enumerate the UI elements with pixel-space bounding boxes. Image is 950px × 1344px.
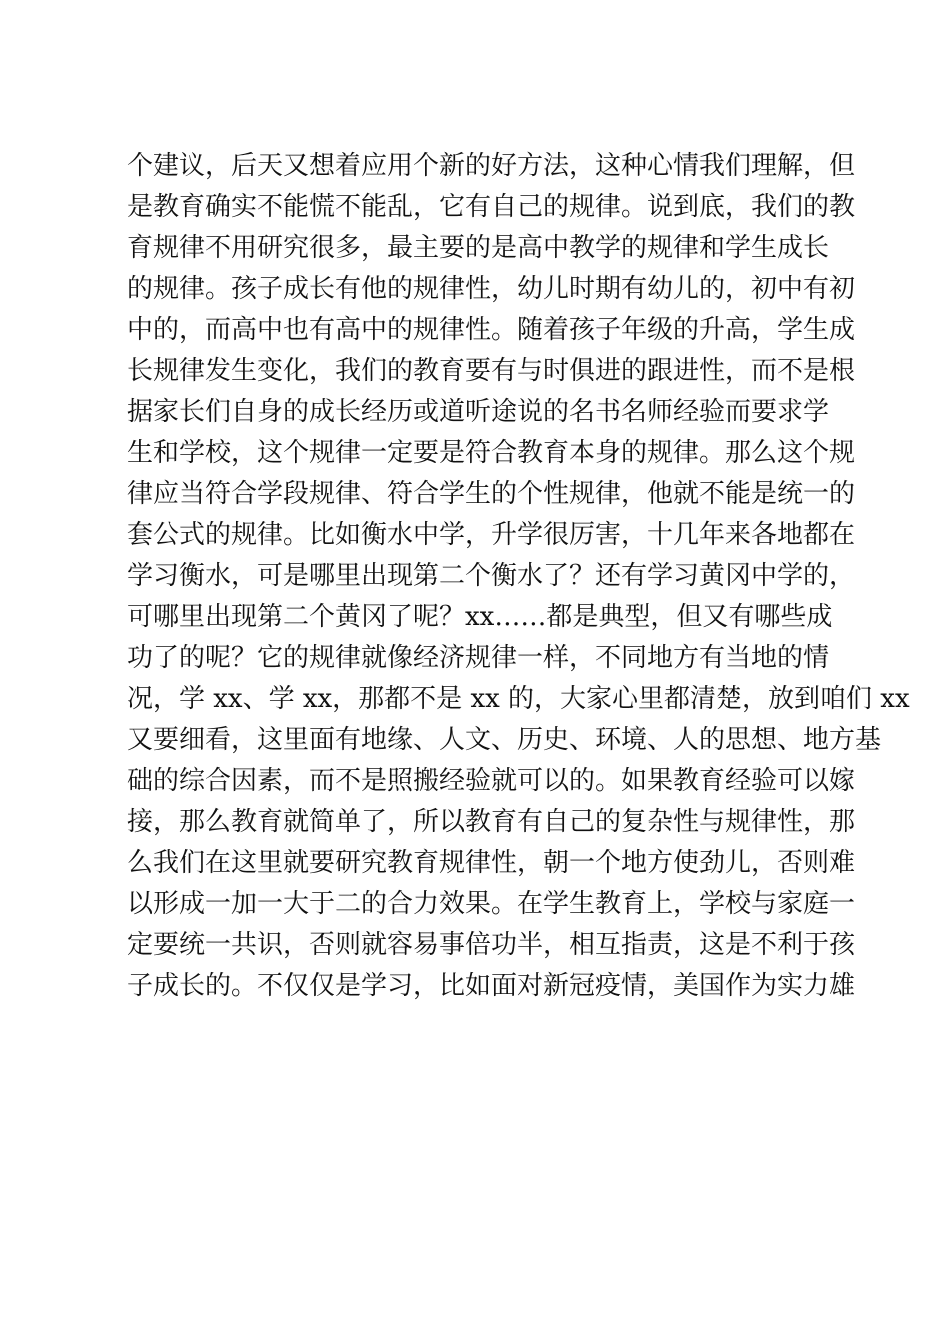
text-line-18: 么我们在这里就要研究教育规律性，朝一个地方使劲儿，否则难 (127, 848, 856, 878)
text-line-19: 以形成一加一大于二的合力效果。在学生教育上，学校与家庭一 (127, 889, 856, 919)
text-line-3: 育规律不用研究很多，最主要的是高中教学的规律和学生成长 (127, 233, 830, 263)
text-line-14: 况，学 xx、学 xx，那都不是 xx 的，大家心里都清楚，放到咱们 xx (127, 684, 910, 714)
text-line-1: 个建议，后天又想着应用个新的好方法，这种心情我们理解，但 (127, 151, 856, 181)
text-line-12: 可哪里出现第二个黄冈了呢？xx……都是典型，但又有哪些成 (127, 602, 833, 632)
text-line-17: 接，那么教育就简单了，所以教育有自己的复杂性与规律性，那 (127, 807, 856, 837)
text-line-2: 是教育确实不能慌不能乱，它有自己的规律。说到底，我们的教 (127, 192, 856, 222)
text-line-9: 律应当符合学段规律、符合学生的个性规律，他就不能是统一的 (127, 479, 856, 509)
text-line-13: 功了的呢？它的规律就像经济规律一样，不同地方有当地的情 (127, 643, 830, 673)
text-line-21: 子成长的。不仅仅是学习，比如面对新冠疫情，美国作为实力雄 (127, 971, 856, 1001)
text-line-5: 中的，而高中也有高中的规律性。随着孩子年级的升高，学生成 (127, 315, 856, 345)
text-line-10: 套公式的规律。比如衡水中学，升学很厉害，十几年来各地都在 (127, 520, 856, 550)
text-line-11: 学习衡水，可是哪里出现第二个衡水了？还有学习黄冈中学的， (127, 561, 856, 591)
body-paragraph (127, 146, 910, 1007)
text-line-8: 生和学校，这个规律一定要是符合教育本身的规律。那么这个规 (127, 438, 856, 468)
text-line-4: 的规律。孩子成长有他的规律性，幼儿时期有幼儿的，初中有初 (127, 274, 856, 304)
text-line-16: 础的综合因素，而不是照搬经验就可以的。如果教育经验可以嫁 (127, 766, 856, 796)
text-line-20: 定要统一共识，否则就容易事倍功半，相互指责，这是不利于孩 (127, 930, 856, 960)
text-line-6: 长规律发生变化，我们的教育要有与时俱进的跟进性，而不是根 (127, 356, 856, 386)
text-line-15: 又要细看，这里面有地缘、人文、历史、环境、人的思想、地方基 (127, 725, 882, 755)
text-line-7: 据家长们自身的成长经历或道听途说的名书名师经验而要求学 (127, 397, 830, 427)
